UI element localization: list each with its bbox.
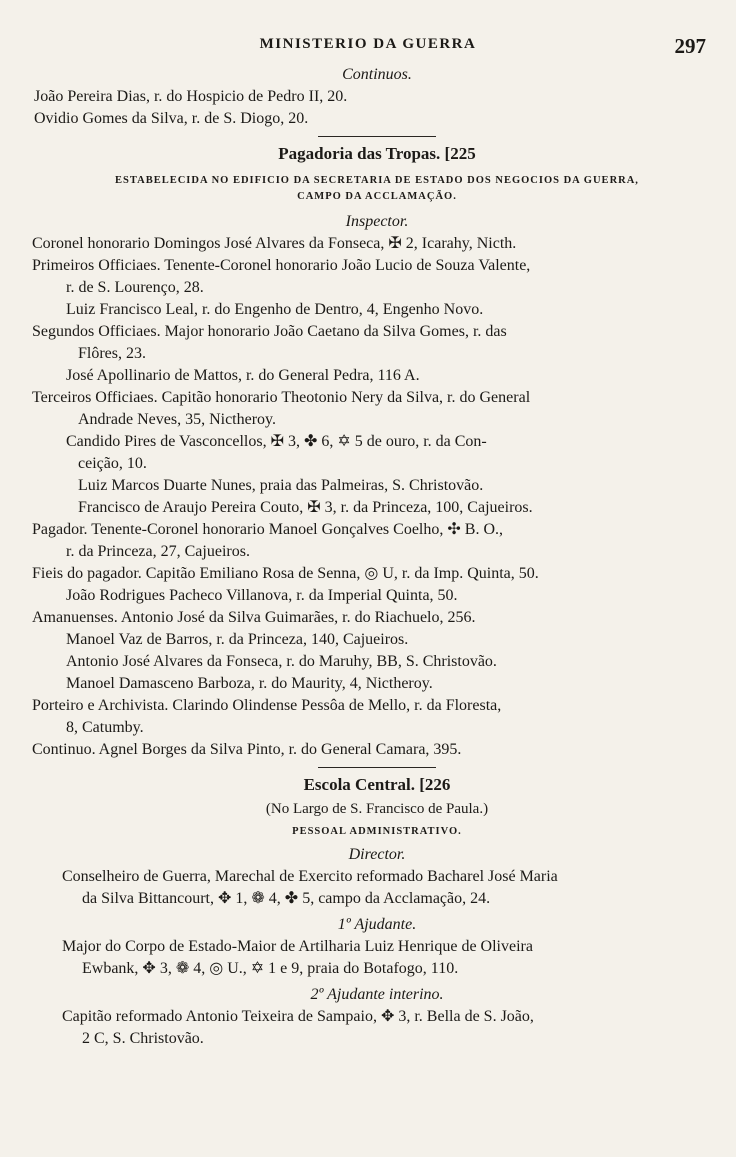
entry-line: Amanuenses. Antonio José da Silva Guimarães, r. do Riachuelo, 256. [32,609,476,626]
section-location: (No Largo de S. Francisco de Paula.) [265,801,489,817]
entry-line: Conselheiro de Guerra, Marechal de Exercito reformado Bacharel José Maria [62,868,558,885]
page-content [32,64,702,1050]
page-number: 297 [674,34,706,58]
running-head: MINISTERIO DA GUERRA [259,36,477,52]
entry-line: Porteiro e Archivista. Clarindo Olindense Pessôa de Mello, r. da Floresta, [32,697,502,714]
entry-line: Ovidio Gomes da Silva, r. de S. Diogo, 20. [34,110,309,127]
entry-line: João Rodrigues Pacheco Villanova, r. da Imperial Quinta, 50. [66,587,458,604]
entry-line: Coronel honorario Domingos José Alvares da Fonseca, ✠ 2, Icarahy, Nicth. [32,235,517,252]
section-subhead: CAMPO DA ACCLAMAÇÃO. [297,191,457,202]
section-divider [318,767,436,768]
entry-line: ceição, 10. [78,455,147,472]
entry-line: Francisco de Araujo Pereira Couto, ✠ 3, r. da Princeza, 100, Cajueiros. [78,499,533,516]
section-subhead: PESSOAL ADMINISTRATIVO. [292,826,462,837]
entry-line: João Pereira Dias, r. do Hospicio de Pedro II, 20. [34,88,348,105]
entry-line: Manoel Vaz de Barros, r. da Princeza, 140, Cajueiros. [66,631,409,648]
entry-line: José Apollinario de Mattos, r. do General Pedra, 116 A. [66,367,420,384]
entry-line: Antonio José Alvares da Fonseca, r. do Maruhy, BB, S. Christovão. [66,653,497,670]
role-title-ajudante: 1º Ajudante. [337,916,417,933]
role-title-ajudante-interino: 2º Ajudante interino. [310,986,444,1003]
entry-line: Primeiros Officiaes. Tenente-Coronel honorario João Lucio de Souza Valente, [32,257,531,274]
entry-line: Major do Corpo de Estado-Maior de Artilharia Luiz Henrique de Oliveira [62,938,533,955]
entry-line: Fieis do pagador. Capitão Emiliano Rosa de Senna, ◎ U, r. da Imp. Quinta, 50. [32,565,539,582]
entry-line: r. da Princeza, 27, Cajueiros. [66,543,250,560]
entry-line: Luiz Francisco Leal, r. do Engenho de Dentro, 4, Engenho Novo. [66,301,484,318]
section-heading-pagadoria: Pagadoria das Tropas. [225 [278,144,476,163]
entry-line: Candido Pires de Vasconcellos, ✠ 3, ✤ 6, ✡ 5 de ouro, r. da Con- [66,433,487,450]
entry-line: Pagador. Tenente-Coronel honorario Manoel Gonçalves Coelho, ✣ B. O., [32,521,503,538]
section-title-continuos: Continuos. [342,66,412,83]
role-title-inspector: Inspector. [345,213,409,230]
entry-line: Manoel Damasceno Barboza, r. do Maurity, 4, Nictheroy. [66,675,433,692]
entry-line: 8, Catumby. [66,719,144,736]
entry-line: Luiz Marcos Duarte Nunes, praia das Palmeiras, S. Christovão. [78,477,484,494]
page-header [0,34,736,62]
entry-line: Continuo. Agnel Borges da Silva Pinto, r. do General Camara, 395. [32,741,462,758]
section-heading-escola: Escola Central. [226 [303,775,451,794]
role-title-director: Director. [348,846,406,863]
entry-line: 2 C, S. Christovão. [82,1030,204,1047]
entry-line: da Silva Bittancourt, ✥ 1, ❁ 4, ✤ 5, campo da Acclamação, 24. [82,890,491,907]
entry-line: Terceiros Officiaes. Capitão honorario Theotonio Nery da Silva, r. do General [32,389,531,406]
entry-line: Capitão reformado Antonio Teixeira de Sampaio, ✥ 3, r. Bella de S. João, [62,1008,534,1025]
entry-line: Segundos Officiaes. Major honorario João Caetano da Silva Gomes, r. das [32,323,507,340]
section-divider [318,136,436,137]
section-subhead: ESTABELECIDA NO EDIFICIO DA SECRETARIA DE ESTADO DOS NEGOCIOS DA GUERRA, [115,175,639,186]
entry-line: Flôres, 23. [78,345,146,362]
entry-line: r. de S. Lourenço, 28. [66,279,204,296]
entry-line: Andrade Neves, 35, Nictheroy. [78,411,277,428]
entry-line: Ewbank, ✥ 3, ❁ 4, ◎ U., ✡ 1 e 9, praia do Botafogo, 110. [82,960,459,977]
